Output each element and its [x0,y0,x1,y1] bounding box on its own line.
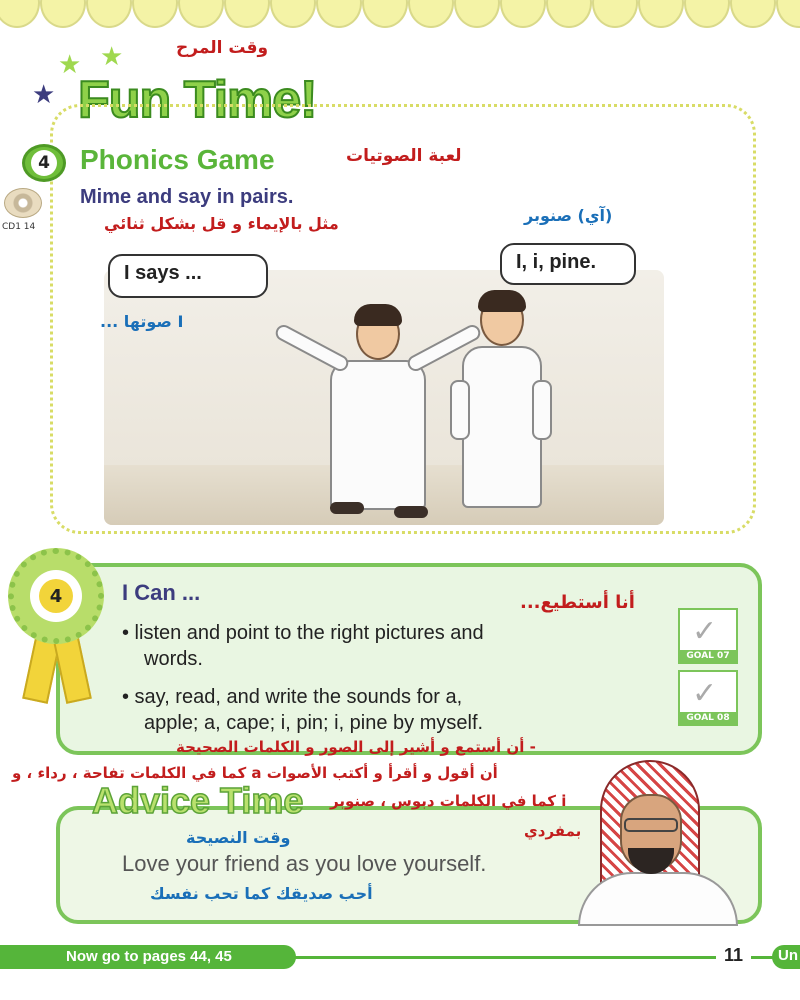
advice-text: Love your friend as you love yourself. [122,851,487,876]
star-icon: ★ [100,42,124,72]
teacher-portrait [578,760,738,926]
speech-bubble-left: I says ... [108,254,268,298]
i-can-translation: - أن أستمع و أشير إلى الصور و الكلمات الصحيحة [176,738,536,756]
goal-checkbox[interactable]: ✓ GOAL 08 [678,670,738,726]
advice-time-title: Advice Time [92,780,304,821]
right-bubble-arabic: (آي) صنوبر [524,206,613,225]
checkmark-icon: ✓ [692,614,718,649]
speech-bubble-right: I, i, pine. [500,243,636,285]
fun-time-title: Fun Time! [78,71,317,129]
i-can-translation: أن أقول و أقرأ و أكتب الأصوات a كما في الكلمات تفاحة ، رداء ، و [12,764,498,782]
advice-text-arabic: أحب صديقك كما تحب نفسك [150,884,373,903]
section-number-badge: 4 [22,144,66,182]
advice-title-arabic: وقت النصيحة [186,828,291,847]
instruction-text: Mime and say in pairs. [80,186,294,208]
page-number: 11 [716,945,751,966]
i-can-translation: بمفردي [524,822,582,840]
star-icon: ★ [58,50,82,80]
i-can-title-arabic: أنا أستطيع... [520,592,635,613]
goal-checkbox[interactable]: ✓ GOAL 07 [678,608,738,664]
i-can-translation: i كما في الكلمات دبوس ، صنوبر [330,792,567,810]
i-can-title: I Can ... [122,580,201,605]
footer-nav-text: Now go to pages 44, 45 [66,948,232,965]
cd-track-label: CD1 14 [2,222,36,232]
section-title-arabic: لعبة الصوتيات [346,146,462,166]
scalloped-border [0,0,800,32]
illustration-scene [104,270,664,525]
star-icon: ★ [32,80,56,110]
cd-icon[interactable] [4,188,42,218]
i-can-item: • listen and point to the right pictures and words. [122,622,484,670]
i-can-item: • say, read, and write the sounds for a, apple; a, cape; i, pin; i, pine by myself. [122,686,484,734]
instruction-arabic: مثل بالإيماء و قل بشكل ثنائي [104,214,339,233]
fun-time-arabic-title: وقت المرح [176,38,269,58]
unit-tab-label: Un [778,947,798,964]
left-bubble-arabic: I صوتها ... [100,312,184,331]
rosette-badge: 4 [8,548,104,644]
checkmark-icon: ✓ [692,676,718,711]
section-title: Phonics Game [80,144,275,175]
